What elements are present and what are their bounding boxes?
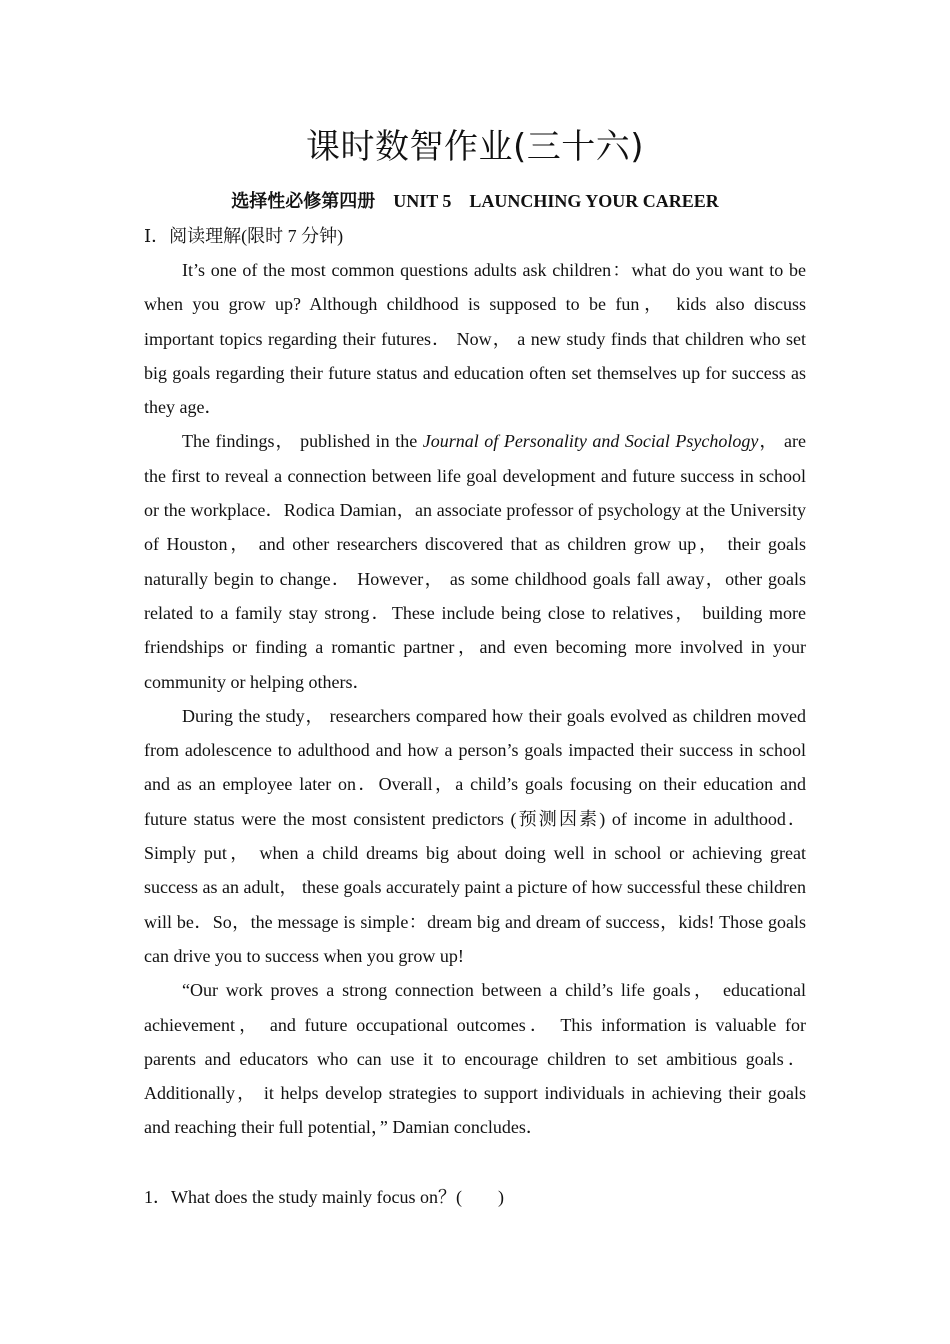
section-heading-reading: Ⅰ．阅读理解(限时 7 分钟) <box>144 226 344 246</box>
passage-paragraph-1: It’s one of the most common questions adults ask children：what do you want to be when you grow up? Although childhood is supposed to be fun， kids also discuss important topics regarding their futures． Now， a new study finds that children who set big goals regarding their future status and education often set themselves up for success as they age． <box>144 260 806 418</box>
journal-title: Journal of Personality and Social Psychology <box>422 431 759 452</box>
passage-paragraph-3: During the study， researchers compared how their goals evolved as children moved from adolescence to adulthood and how a person’s goals impacted their success in school and as an employee later on．Overall，a child’s goals focusing on their education and future status were the most consistent predictors (预测因素) of income in adulthood． Simply put， when a child dreams big about doing well in school or achieving great success as an adult， these goals accurately paint a picture of how successful these children will be．So，the message is simple：dream big and dream of success，kids! Those goals can drive you to success when you grow up! <box>144 705 806 966</box>
document-subtitle: 选择性必修第四册 UNIT 5 LAUNCHING YOUR CAREER <box>231 191 719 211</box>
paragraph-2-body-text: ， are the first to reveal a connection between life goal development and future success in school or the workplace．Rodica Damian，an associate professor of psychology at the University of Houston， and other researchers discovered that as children grow up， their goals naturally begin to change． However， as some childhood goals fall away，other goals related to a family stay strong．These include being close to relatives， building more friendships or finding a romantic partner，and even becoming more involved in your community or helping others． <box>144 431 806 692</box>
reading-passage <box>144 253 806 1145</box>
document-title: 课时数智作业(三十六) <box>305 127 645 167</box>
question-1: 1．What does the study mainly focus on？( ) <box>144 1187 504 1207</box>
paragraph-2-lead-text: The findings， published in the <box>182 431 423 452</box>
passage-paragraph-4: “Our work proves a strong connection between a child’s life goals， educational achievement， and future occupational outcomes． This information is valuable for parents and educators who can use it to encourage children to set ambitious goals． Additionally， it helps develop strategies to support individuals in achieving their goals and reaching their full potential，” Damian concludes． <box>144 980 806 1138</box>
passage-paragraph-2 <box>144 424 806 698</box>
